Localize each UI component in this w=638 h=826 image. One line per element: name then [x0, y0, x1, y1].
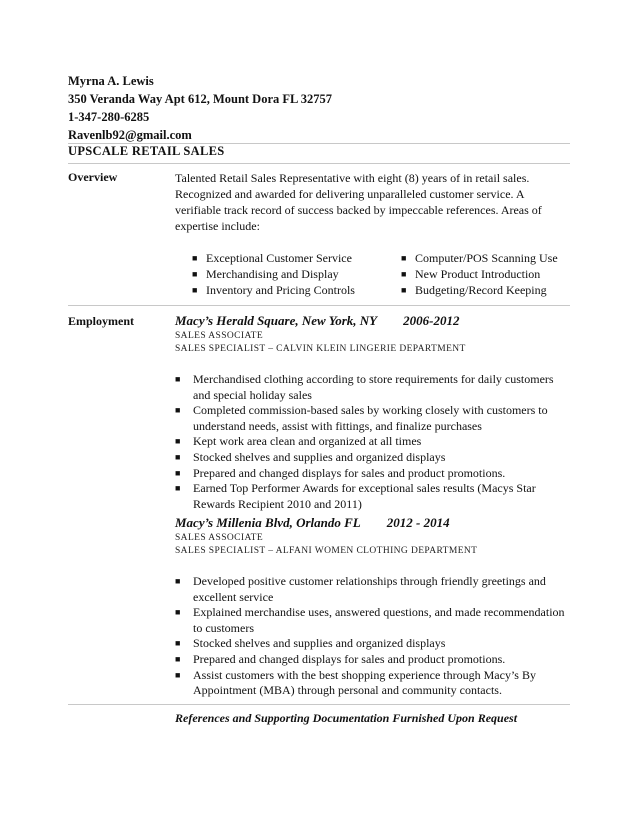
- phone: 1-347-280-6285: [68, 110, 150, 124]
- list-item: ■ Merchandised clothing according to store requirements for daily customers and special holiday sales: [175, 372, 554, 402]
- email: Ravenlb92@gmail.com: [68, 128, 192, 142]
- employer-name: Macy’s Herald Square, New York, NY: [175, 313, 378, 328]
- skills-list-left: [192, 250, 355, 298]
- skill-item: ■ Exceptional Customer Service: [192, 251, 352, 265]
- employer-line: [175, 312, 570, 330]
- job-dates: 2012 - 2014: [386, 515, 450, 530]
- section-label-employment: Employment: [68, 314, 134, 328]
- list-item: ■ Assist customers with the best shopping experience through Macy’s By Appointment (MBA) through personal and community contacts.: [175, 667, 536, 698]
- list-item: ■ Prepared and changed displays for sales and product promotions.: [175, 651, 506, 666]
- list-item: ■ Completed commission-based sales by working closely with customers to understand needs, assist with fittings, and finalize purchases: [175, 403, 548, 433]
- address: 350 Veranda Way Apt 612, Mount Dora FL 32757: [68, 92, 333, 106]
- divider: [68, 704, 570, 705]
- list-item: ■ Explained merchandise uses, answered questions, and made recommendation to customers: [175, 605, 565, 635]
- skill-item: ■ Computer/POS Scanning Use: [401, 251, 558, 265]
- contact-block: [68, 72, 332, 144]
- bullet-icon: ■: [192, 285, 198, 295]
- skill-item: ■ Budgeting/Record Keeping: [401, 283, 547, 297]
- job-dates: 2006-2012: [403, 313, 460, 328]
- bullet-icon: ■: [401, 269, 407, 279]
- skill-item: ■ New Product Introduction: [401, 267, 541, 281]
- divider: [68, 163, 570, 164]
- bullet-icon: ■: [401, 285, 407, 295]
- skills-list-right: [401, 250, 558, 298]
- employer-name: Macy’s Millenia Blvd, Orlando FL: [175, 515, 361, 530]
- headline: UPSCALE RETAIL SALES: [68, 144, 225, 158]
- bullet-icon: ■: [175, 576, 181, 586]
- bullet-icon: ■: [175, 607, 181, 618]
- list-item: ■ Stocked shelves and supplies and organized displays: [175, 636, 446, 651]
- job-entry: [175, 514, 570, 699]
- overview-summary: Talented Retail Sales Representative with eight (8) years of in retail sales. Recognized and awarded for delivering unparalleled customer service. A verifiable track record of success backed by impeccable references. Areas of expertise include:: [175, 171, 542, 233]
- bullet-icon: ■: [192, 253, 198, 263]
- list-item: ■ Developed positive customer relationships through friendly greetings and excellent service: [175, 574, 546, 604]
- bullet-icon: ■: [175, 436, 181, 447]
- bullet-icon: ■: [175, 653, 181, 664]
- divider: [68, 305, 570, 306]
- job-title: SALES ASSOCIATE: [175, 533, 264, 543]
- job-title: SALES SPECIALIST – CALVIN KLEIN LINGERIE DEPARTMENT: [175, 344, 466, 354]
- list-item: ■ Prepared and changed displays for sales and product promotions.: [175, 465, 506, 480]
- list-item: ■ Kept work area clean and organized at all times: [175, 434, 422, 449]
- bullet-icon: ■: [175, 638, 181, 649]
- bullet-icon: ■: [175, 467, 181, 478]
- bullet-icon: ■: [192, 269, 198, 279]
- skill-item: ■ Inventory and Pricing Controls: [192, 283, 355, 297]
- bullet-icon: ■: [175, 669, 181, 680]
- job-duties: [175, 574, 570, 699]
- job-duties: [175, 372, 570, 512]
- list-item: ■ Stocked shelves and supplies and organized displays: [175, 449, 446, 464]
- candidate-name: Myrna A. Lewis: [68, 74, 154, 88]
- list-item: ■ Earned Top Performer Awards for exceptional sales results (Macys Star Rewards Recipient 2010 and 2011): [175, 481, 536, 511]
- job-title: SALES SPECIALIST – ALFANI WOMEN CLOTHING DEPARTMENT: [175, 546, 478, 556]
- bullet-icon: ■: [175, 483, 181, 494]
- bullet-icon: ■: [175, 451, 181, 462]
- bullet-icon: ■: [175, 405, 181, 416]
- job-title: SALES ASSOCIATE: [175, 331, 264, 341]
- skill-item: ■ Merchandising and Display: [192, 267, 339, 281]
- bullet-icon: ■: [175, 374, 181, 384]
- references-note: References and Supporting Documentation Furnished Upon Request: [175, 711, 518, 725]
- job-entry: [175, 312, 570, 512]
- employer-line: [175, 514, 570, 532]
- section-label-overview: Overview: [68, 170, 118, 184]
- bullet-icon: ■: [401, 253, 407, 263]
